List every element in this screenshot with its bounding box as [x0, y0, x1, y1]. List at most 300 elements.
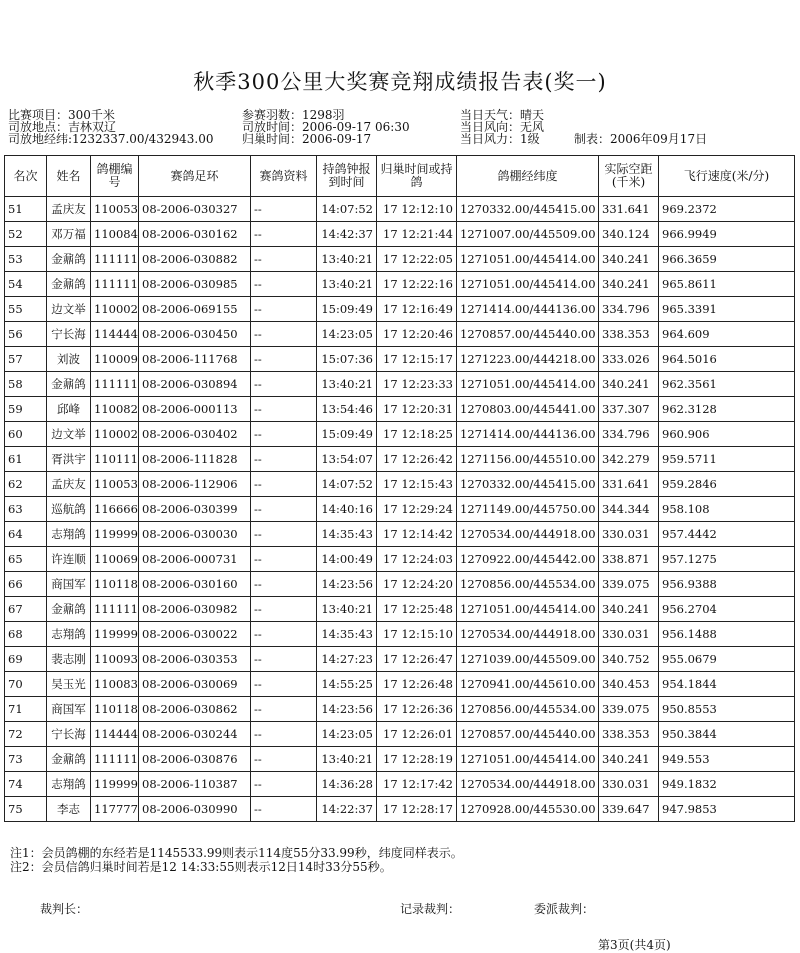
table-row	[5, 197, 795, 222]
cell-rank: 75	[5, 797, 47, 822]
table-row	[5, 522, 795, 547]
cell-info: --	[251, 397, 317, 422]
judge-signature: 裁判长：	[40, 902, 89, 916]
table-row	[5, 422, 795, 447]
header-ring: 赛鸽足环	[139, 156, 251, 197]
cell-rank: 59	[5, 397, 47, 422]
cell-return: 17 12:23:33	[377, 372, 457, 397]
cell-info: --	[251, 447, 317, 472]
cell-loft: 111111	[91, 747, 139, 772]
cell-rank: 65	[5, 547, 47, 572]
cell-clock: 14:07:52	[317, 472, 377, 497]
recorder-signature: 记录裁判：	[400, 902, 461, 916]
cell-return: 17 12:26:42	[377, 447, 457, 472]
cell-name: 吴玉光	[47, 672, 91, 697]
cell-speed: 965.8611	[659, 272, 795, 297]
results-table	[4, 155, 795, 822]
cell-rank: 73	[5, 747, 47, 772]
cell-distance: 333.026	[599, 347, 659, 372]
cell-name: 宁长海	[47, 322, 91, 347]
cell-name: 志翔鸽	[47, 772, 91, 797]
cell-loft: 114444	[91, 722, 139, 747]
cell-info: --	[251, 572, 317, 597]
cell-loft: 110002	[91, 422, 139, 447]
cell-distance: 340.752	[599, 647, 659, 672]
cell-ring: 08-2006-030244	[139, 722, 251, 747]
cell-ring: 08-2006-030894	[139, 372, 251, 397]
note-2: 注2：会员信鸽归巢时间若是12 14:33:55则表示12日14时33分55秒。	[10, 860, 392, 874]
note-1: 注1：会员鸽棚的东经若是1145533.99则表示114度55分33.99秒，纬度同样表示。	[10, 846, 463, 860]
cell-coords: 1270941.00/445610.00	[457, 672, 599, 697]
cell-info: --	[251, 747, 317, 772]
cell-name: 孟庆友	[47, 197, 91, 222]
table-row	[5, 672, 795, 697]
table-row	[5, 547, 795, 572]
cell-name: 孟庆友	[47, 472, 91, 497]
cell-info: --	[251, 497, 317, 522]
cell-clock: 14:22:37	[317, 797, 377, 822]
cell-loft: 111111	[91, 272, 139, 297]
cell-distance: 340.241	[599, 597, 659, 622]
cell-clock: 15:09:49	[317, 422, 377, 447]
cell-rank: 66	[5, 572, 47, 597]
cell-name: 许连顺	[47, 547, 91, 572]
cell-loft: 110069	[91, 547, 139, 572]
cell-distance: 331.641	[599, 197, 659, 222]
table-row	[5, 347, 795, 372]
cell-info: --	[251, 797, 317, 822]
cell-ring: 08-2006-000113	[139, 397, 251, 422]
cell-clock: 13:40:21	[317, 372, 377, 397]
wind-direction: 当日风向：无风	[460, 120, 545, 134]
entries-count: 参赛羽数：1298羽	[242, 108, 345, 122]
cell-return: 17 12:17:42	[377, 772, 457, 797]
cell-coords: 1270928.00/445530.00	[457, 797, 599, 822]
cell-coords: 1270534.00/444918.00	[457, 622, 599, 647]
weather: 当日天气：晴天	[460, 108, 545, 122]
cell-distance: 338.353	[599, 322, 659, 347]
cell-distance: 342.279	[599, 447, 659, 472]
cell-info: --	[251, 672, 317, 697]
cell-ring: 08-2006-111768	[139, 347, 251, 372]
cell-speed: 959.2846	[659, 472, 795, 497]
cell-return: 17 12:15:10	[377, 622, 457, 647]
cell-distance: 340.241	[599, 272, 659, 297]
header-distance: 实际空距(千米)	[599, 156, 659, 197]
cell-ring: 08-2006-110387	[139, 772, 251, 797]
header-return: 归巢时间或持鸽	[377, 156, 457, 197]
cell-distance: 334.796	[599, 297, 659, 322]
cell-distance: 340.453	[599, 672, 659, 697]
cell-distance: 337.307	[599, 397, 659, 422]
cell-distance: 331.641	[599, 472, 659, 497]
cell-name: 金鼐鸽	[47, 272, 91, 297]
cell-coords: 1270857.00/445440.00	[457, 722, 599, 747]
cell-loft: 114444	[91, 322, 139, 347]
cell-ring: 08-2006-030402	[139, 422, 251, 447]
cell-speed: 957.4442	[659, 522, 795, 547]
cell-clock: 13:40:21	[317, 597, 377, 622]
table-row	[5, 222, 795, 247]
table-row	[5, 572, 795, 597]
cell-speed: 956.9388	[659, 572, 795, 597]
cell-loft: 119999	[91, 522, 139, 547]
cell-speed: 969.2372	[659, 197, 795, 222]
cell-name: 金鼐鸽	[47, 372, 91, 397]
cell-name: 李志	[47, 797, 91, 822]
cell-clock: 14:23:05	[317, 322, 377, 347]
cell-loft: 110002	[91, 297, 139, 322]
cell-rank: 70	[5, 672, 47, 697]
table-row	[5, 647, 795, 672]
cell-ring: 08-2006-030985	[139, 272, 251, 297]
cell-ring: 08-2006-030876	[139, 747, 251, 772]
cell-clock: 14:23:05	[317, 722, 377, 747]
cell-rank: 71	[5, 697, 47, 722]
cell-ring: 08-2006-030022	[139, 622, 251, 647]
cell-return: 17 12:15:17	[377, 347, 457, 372]
cell-clock: 13:40:21	[317, 272, 377, 297]
cell-coords: 1271051.00/445414.00	[457, 272, 599, 297]
cell-rank: 53	[5, 247, 47, 272]
cell-ring: 08-2006-112906	[139, 472, 251, 497]
release-time: 司放时间：2006-09-17 06:30	[242, 120, 410, 134]
cell-ring: 08-2006-069155	[139, 297, 251, 322]
cell-clock: 15:07:36	[317, 347, 377, 372]
cell-ring: 08-2006-030882	[139, 247, 251, 272]
cell-info: --	[251, 322, 317, 347]
cell-name: 邱峰	[47, 397, 91, 422]
cell-return: 17 12:20:31	[377, 397, 457, 422]
cell-return: 17 12:28:19	[377, 747, 457, 772]
cell-clock: 13:40:21	[317, 747, 377, 772]
cell-distance: 330.031	[599, 772, 659, 797]
race-item: 比赛项目：300千米	[8, 108, 115, 122]
cell-clock: 14:23:56	[317, 572, 377, 597]
cell-coords: 1271051.00/445414.00	[457, 747, 599, 772]
cell-info: --	[251, 247, 317, 272]
table-row	[5, 747, 795, 772]
header-coords: 鸽棚经纬度	[457, 156, 599, 197]
cell-ring: 08-2006-111828	[139, 447, 251, 472]
cell-coords: 1270857.00/445440.00	[457, 322, 599, 347]
cell-distance: 339.075	[599, 697, 659, 722]
cell-clock: 14:36:28	[317, 772, 377, 797]
cell-distance: 338.871	[599, 547, 659, 572]
cell-info: --	[251, 522, 317, 547]
cell-name: 刘波	[47, 347, 91, 372]
cell-speed: 956.2704	[659, 597, 795, 622]
cell-coords: 1270332.00/445415.00	[457, 472, 599, 497]
report-title: 秋季300公里大奖赛竞翔成绩报告表(奖一)	[193, 70, 607, 94]
cell-clock: 14:00:49	[317, 547, 377, 572]
table-row	[5, 372, 795, 397]
cell-return: 17 12:26:01	[377, 722, 457, 747]
cell-name: 志翔鸽	[47, 622, 91, 647]
cell-speed: 962.3561	[659, 372, 795, 397]
cell-info: --	[251, 597, 317, 622]
cell-info: --	[251, 347, 317, 372]
cell-rank: 60	[5, 422, 47, 447]
cell-info: --	[251, 697, 317, 722]
cell-coords: 1271007.00/445509.00	[457, 222, 599, 247]
cell-speed: 957.1275	[659, 547, 795, 572]
release-place: 司放地点：吉林双辽	[8, 120, 117, 134]
cell-name: 商国军	[47, 697, 91, 722]
cell-speed: 949.1832	[659, 772, 795, 797]
table-row	[5, 322, 795, 347]
return-time: 归巢时间：2006-09-17	[242, 132, 372, 146]
results-body	[5, 197, 795, 822]
cell-speed: 964.5016	[659, 347, 795, 372]
cell-speed: 950.8553	[659, 697, 795, 722]
cell-distance: 340.241	[599, 247, 659, 272]
cell-return: 17 12:26:48	[377, 672, 457, 697]
cell-info: --	[251, 472, 317, 497]
cell-coords: 1271051.00/445414.00	[457, 247, 599, 272]
cell-name: 邓万福	[47, 222, 91, 247]
cell-name: 金鼐鸽	[47, 597, 91, 622]
cell-loft: 110084	[91, 222, 139, 247]
cell-rank: 54	[5, 272, 47, 297]
cell-rank: 61	[5, 447, 47, 472]
cell-name: 金鼐鸽	[47, 747, 91, 772]
cell-return: 17 12:26:36	[377, 697, 457, 722]
cell-info: --	[251, 422, 317, 447]
cell-return: 17 12:14:42	[377, 522, 457, 547]
cell-speed: 966.9949	[659, 222, 795, 247]
cell-ring: 08-2006-030162	[139, 222, 251, 247]
cell-loft: 110009	[91, 347, 139, 372]
cell-speed: 960.906	[659, 422, 795, 447]
table-row	[5, 272, 795, 297]
cell-return: 17 12:24:20	[377, 572, 457, 597]
cell-loft: 110083	[91, 672, 139, 697]
cell-coords: 1270856.00/445534.00	[457, 697, 599, 722]
wind-force: 当日风力：1级	[460, 132, 540, 146]
table-row	[5, 597, 795, 622]
cell-ring: 08-2006-000731	[139, 547, 251, 572]
cell-coords: 1270803.00/445441.00	[457, 397, 599, 422]
cell-clock: 14:27:23	[317, 647, 377, 672]
cell-loft: 110082	[91, 397, 139, 422]
header-row	[5, 156, 795, 197]
cell-name: 商国军	[47, 572, 91, 597]
header-speed: 飞行速度(米/分)	[659, 156, 795, 197]
cell-ring: 08-2006-030327	[139, 197, 251, 222]
table-row	[5, 472, 795, 497]
cell-name: 宁长海	[47, 722, 91, 747]
table-row	[5, 722, 795, 747]
header-loft-no: 鸽棚编号	[91, 156, 139, 197]
cell-rank: 74	[5, 772, 47, 797]
cell-name: 裴志刚	[47, 647, 91, 672]
cell-rank: 69	[5, 647, 47, 672]
cell-return: 17 12:25:48	[377, 597, 457, 622]
cell-info: --	[251, 222, 317, 247]
cell-ring: 08-2006-030450	[139, 322, 251, 347]
header-clock: 持鸽钟报到时间	[317, 156, 377, 197]
table-row	[5, 447, 795, 472]
header-rank: 名次	[5, 156, 47, 197]
cell-return: 17 12:16:49	[377, 297, 457, 322]
cell-speed: 962.3128	[659, 397, 795, 422]
cell-clock: 14:55:25	[317, 672, 377, 697]
cell-loft: 110093	[91, 647, 139, 672]
cell-loft: 110111	[91, 447, 139, 472]
table-row	[5, 797, 795, 822]
cell-distance: 330.031	[599, 522, 659, 547]
cell-rank: 62	[5, 472, 47, 497]
release-coords: 司放地经纬:1232337.00/432943.00	[8, 132, 214, 146]
cell-distance: 334.796	[599, 422, 659, 447]
cell-rank: 58	[5, 372, 47, 397]
cell-distance: 338.353	[599, 722, 659, 747]
cell-info: --	[251, 297, 317, 322]
cell-return: 17 12:22:05	[377, 247, 457, 272]
delegate-signature: 委派裁判：	[534, 902, 595, 916]
cell-ring: 08-2006-030862	[139, 697, 251, 722]
cell-loft: 119999	[91, 772, 139, 797]
cell-loft: 119999	[91, 622, 139, 647]
cell-coords: 1271149.00/445750.00	[457, 497, 599, 522]
cell-ring: 08-2006-030353	[139, 647, 251, 672]
cell-info: --	[251, 772, 317, 797]
cell-speed: 955.0679	[659, 647, 795, 672]
cell-return: 17 12:26:47	[377, 647, 457, 672]
cell-speed: 966.3659	[659, 247, 795, 272]
cell-rank: 55	[5, 297, 47, 322]
cell-ring: 08-2006-030160	[139, 572, 251, 597]
cell-loft: 110118	[91, 572, 139, 597]
cell-ring: 08-2006-030982	[139, 597, 251, 622]
cell-ring: 08-2006-030399	[139, 497, 251, 522]
table-row	[5, 297, 795, 322]
cell-rank: 52	[5, 222, 47, 247]
cell-clock: 13:54:46	[317, 397, 377, 422]
cell-name: 胥洪宇	[47, 447, 91, 472]
cell-ring: 08-2006-030069	[139, 672, 251, 697]
cell-return: 17 12:22:16	[377, 272, 457, 297]
cell-clock: 14:40:16	[317, 497, 377, 522]
cell-return: 17 12:12:10	[377, 197, 457, 222]
cell-rank: 67	[5, 597, 47, 622]
cell-distance: 340.241	[599, 747, 659, 772]
table-row	[5, 497, 795, 522]
cell-return: 17 12:20:46	[377, 322, 457, 347]
made-date: 制表：2006年09月17日	[574, 132, 708, 146]
cell-info: --	[251, 722, 317, 747]
cell-rank: 68	[5, 622, 47, 647]
cell-info: --	[251, 197, 317, 222]
cell-loft: 110053	[91, 472, 139, 497]
cell-return: 17 12:24:03	[377, 547, 457, 572]
cell-rank: 57	[5, 347, 47, 372]
table-row	[5, 697, 795, 722]
cell-distance: 330.031	[599, 622, 659, 647]
cell-coords: 1271051.00/445414.00	[457, 597, 599, 622]
cell-distance: 340.124	[599, 222, 659, 247]
cell-name: 金鼐鸽	[47, 247, 91, 272]
cell-clock: 13:54:07	[317, 447, 377, 472]
cell-coords: 1271414.00/444136.00	[457, 422, 599, 447]
cell-clock: 13:40:21	[317, 247, 377, 272]
cell-coords: 1270922.00/445442.00	[457, 547, 599, 572]
cell-rank: 72	[5, 722, 47, 747]
cell-speed: 947.9853	[659, 797, 795, 822]
cell-name: 边文举	[47, 422, 91, 447]
cell-name: 边文举	[47, 297, 91, 322]
cell-info: --	[251, 272, 317, 297]
cell-speed: 958.108	[659, 497, 795, 522]
table-row	[5, 247, 795, 272]
table-row	[5, 622, 795, 647]
page-number: 第3页(共4页)	[598, 938, 671, 952]
cell-clock: 15:09:49	[317, 297, 377, 322]
cell-rank: 64	[5, 522, 47, 547]
table-row	[5, 397, 795, 422]
cell-return: 17 12:18:25	[377, 422, 457, 447]
cell-distance: 339.647	[599, 797, 659, 822]
cell-return: 17 12:15:43	[377, 472, 457, 497]
header-info: 赛鸽资料	[251, 156, 317, 197]
cell-info: --	[251, 647, 317, 672]
cell-rank: 51	[5, 197, 47, 222]
cell-loft: 116666	[91, 497, 139, 522]
cell-coords: 1270534.00/444918.00	[457, 772, 599, 797]
cell-clock: 14:35:43	[317, 622, 377, 647]
cell-loft: 111111	[91, 247, 139, 272]
cell-ring: 08-2006-030030	[139, 522, 251, 547]
cell-clock: 14:07:52	[317, 197, 377, 222]
cell-speed: 965.3391	[659, 297, 795, 322]
notes	[10, 846, 463, 874]
cell-loft: 110053	[91, 197, 139, 222]
cell-loft: 110118	[91, 697, 139, 722]
header-name: 姓名	[47, 156, 91, 197]
cell-loft: 117777	[91, 797, 139, 822]
cell-coords: 1271223.00/444218.00	[457, 347, 599, 372]
cell-name: 志翔鸽	[47, 522, 91, 547]
cell-return: 17 12:21:44	[377, 222, 457, 247]
cell-coords: 1270856.00/445534.00	[457, 572, 599, 597]
cell-clock: 14:35:43	[317, 522, 377, 547]
cell-info: --	[251, 372, 317, 397]
cell-coords: 1271039.00/445509.00	[457, 647, 599, 672]
cell-return: 17 12:28:17	[377, 797, 457, 822]
cell-coords: 1271051.00/445414.00	[457, 372, 599, 397]
cell-ring: 08-2006-030990	[139, 797, 251, 822]
cell-loft: 111111	[91, 372, 139, 397]
cell-speed: 956.1488	[659, 622, 795, 647]
cell-info: --	[251, 622, 317, 647]
cell-distance: 339.075	[599, 572, 659, 597]
cell-speed: 954.1844	[659, 672, 795, 697]
cell-name: 巡航鸽	[47, 497, 91, 522]
cell-speed: 964.609	[659, 322, 795, 347]
cell-coords: 1271156.00/445510.00	[457, 447, 599, 472]
cell-distance: 344.344	[599, 497, 659, 522]
cell-coords: 1270534.00/444918.00	[457, 522, 599, 547]
cell-distance: 340.241	[599, 372, 659, 397]
cell-clock: 14:42:37	[317, 222, 377, 247]
cell-speed: 949.553	[659, 747, 795, 772]
cell-coords: 1270332.00/445415.00	[457, 197, 599, 222]
cell-speed: 959.5711	[659, 447, 795, 472]
cell-rank: 63	[5, 497, 47, 522]
cell-clock: 14:23:56	[317, 697, 377, 722]
cell-return: 17 12:29:24	[377, 497, 457, 522]
